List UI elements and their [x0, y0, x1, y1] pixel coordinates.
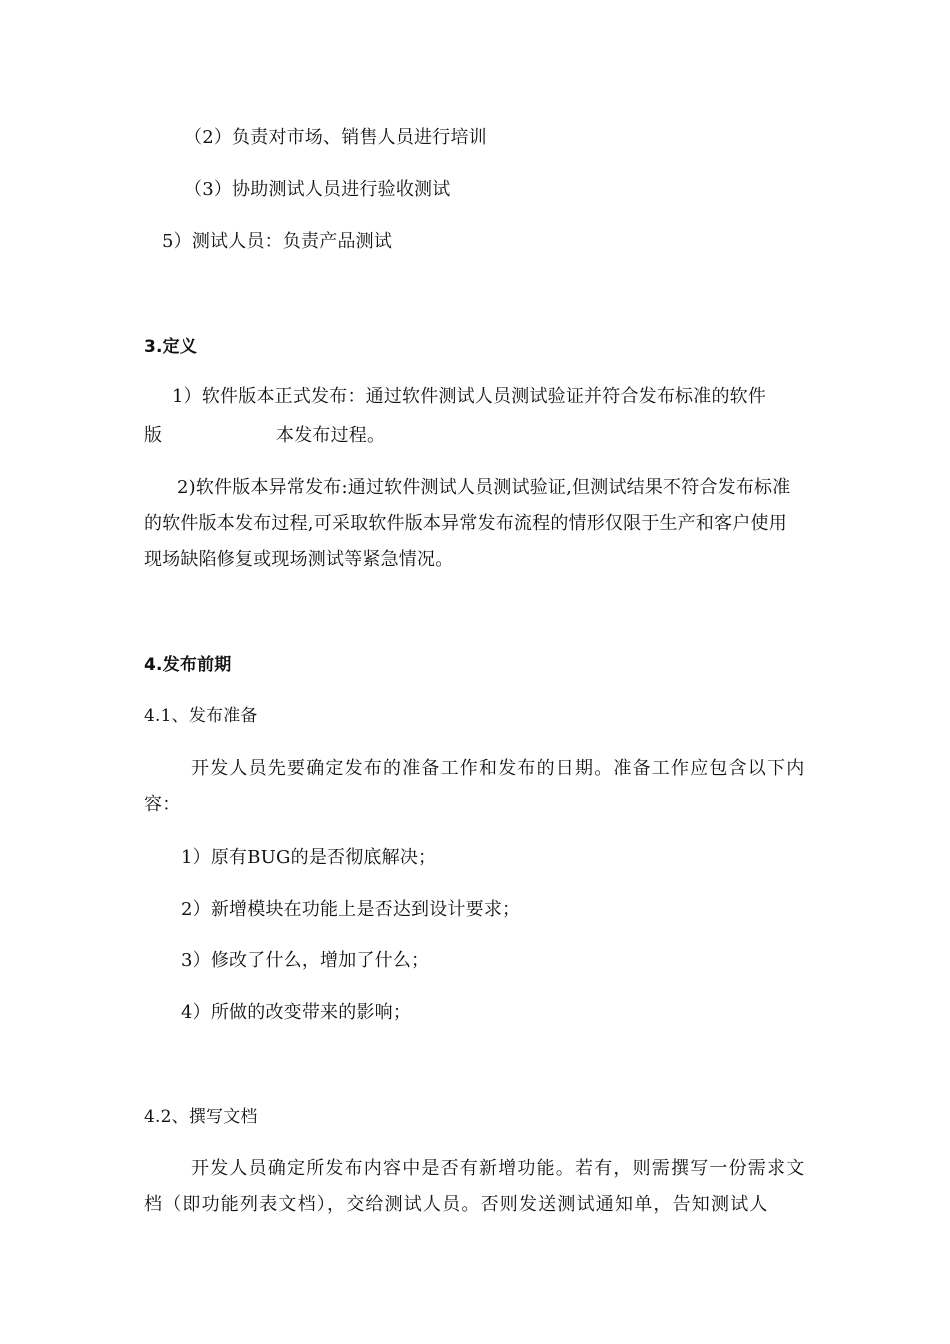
definition-1-line-2b: 本发布过程。	[276, 425, 386, 446]
documentation-line-2: 档（即功能列表文档），交给测试人员。否则发送测试通知单，告知测试人	[144, 1194, 769, 1215]
definition-1-line-1: 1）软件版本正式发布：通过软件测试人员测试验证并符合发布标准的软件	[172, 386, 767, 407]
preparation-intro-line-2: 容：	[144, 794, 181, 815]
definition-1-line-2a: 版	[144, 425, 163, 446]
preparation-item: 4）所做的改变带来的影响；	[181, 1002, 412, 1023]
preparation-item: 3）修改了什么，增加了什么；	[181, 950, 430, 971]
preparation-intro-line-1: 开发人员先要确定发布的准备工作和发布的日期。准备工作应包含以下内	[191, 758, 806, 779]
definition-2-line-2: 的软件版本发布过程,可采取软件版本异常发布流程的情形仅限于生产和客户使用	[144, 513, 787, 534]
role-item-acceptance-test: （3）协助测试人员进行验收测试	[184, 179, 451, 200]
subsection-heading-preparation: 4.1、发布准备	[144, 706, 258, 726]
preparation-item: 2）新增模块在功能上是否达到设计要求；	[181, 899, 521, 920]
role-tester: 5）测试人员：负责产品测试	[162, 231, 393, 252]
role-item-training: （2）负责对市场、销售人员进行培训	[184, 127, 487, 148]
subsection-heading-documentation: 4.2、撰写文档	[144, 1107, 258, 1127]
section-heading-pre-release: 4.发布前期	[144, 655, 232, 675]
preparation-item: 1）原有BUG的是否彻底解决；	[181, 847, 437, 868]
definition-2-line-1: 2)软件版本异常发布:通过软件测试人员测试验证,但测试结果不符合发布标准	[177, 477, 791, 498]
documentation-line-1: 开发人员确定所发布内容中是否有新增功能。若有，则需撰写一份需求文	[191, 1158, 806, 1179]
definition-2-line-3: 现场缺陷修复或现场测试等紧急情况。	[144, 549, 454, 570]
section-heading-definitions: 3.定义	[144, 337, 198, 357]
